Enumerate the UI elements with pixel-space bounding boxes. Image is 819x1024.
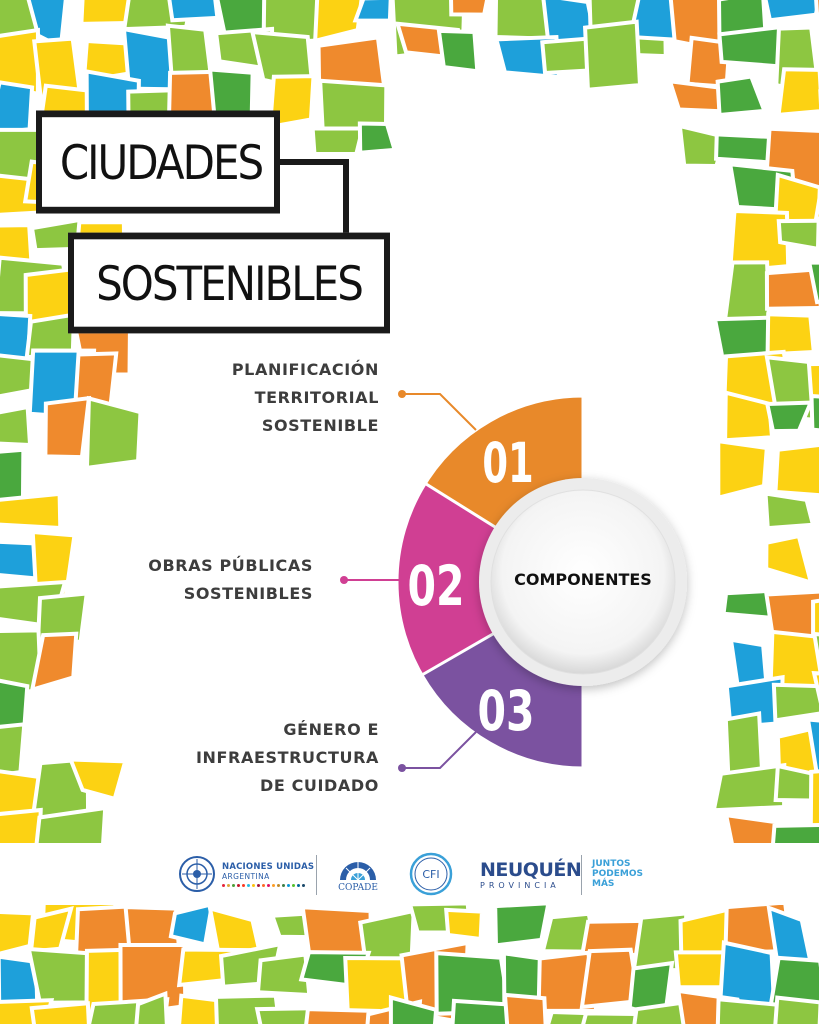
cfi-emblem [408, 851, 454, 897]
segment-number-03: 03 [477, 679, 535, 744]
slogan-line-3: MÁS [592, 879, 615, 889]
segment-number-01: 01 [482, 431, 534, 496]
leader-dot-2 [340, 576, 348, 584]
title-line-1: CIUDADES [59, 134, 263, 190]
sdg-dots [222, 884, 314, 887]
logo-separator-1 [316, 855, 317, 895]
slogan [592, 859, 643, 889]
component-3-line-2: INFRAESTRUCTURA [195, 748, 379, 767]
slogan-line-1: JUNTOS [592, 859, 631, 869]
un-argentina-logo [178, 843, 314, 905]
slogan-line-2: PODEMOS [592, 869, 643, 879]
neuquen-sub: PROVINCIA [480, 880, 560, 890]
neuquen-label: NEUQUÉN [480, 858, 582, 881]
copade-logo [338, 843, 378, 905]
cfi-logo [408, 843, 454, 905]
copade-fan-icon [338, 856, 378, 882]
leader-line-1 [402, 394, 476, 430]
un-emblem-icon [178, 855, 216, 893]
un-country: ARGENTINA [222, 871, 270, 881]
component-2-line-1: OBRAS PÚBLICAS [148, 556, 313, 575]
un-name: NACIONES UNIDAS [222, 861, 315, 872]
leader-dot-3 [398, 764, 406, 772]
center-label: COMPONENTES [514, 570, 652, 589]
title-line-2: SOSTENIBLES [96, 255, 362, 311]
component-1-line-2: TERRITORIAL [254, 388, 379, 407]
leader-line-3 [402, 732, 476, 768]
component-1-line-3: SOSTENIBLE [261, 416, 379, 435]
segment-number-02: 02 [407, 554, 465, 619]
neuquen-logo [480, 843, 581, 905]
component-3-line-3: DE CUIDADO [259, 776, 379, 795]
component-2-line-2: SOSTENIBLES [183, 584, 313, 603]
cfi-label: CFI [422, 868, 440, 881]
leader-dot-1 [398, 390, 406, 398]
copade-label: COPADE [338, 882, 378, 893]
logo-footer [0, 843, 819, 905]
logo-separator-2 [581, 855, 582, 895]
component-1-line-1: PLANIFICACIÓN [231, 360, 379, 379]
component-3-line-1: GÉNERO E [283, 720, 379, 739]
